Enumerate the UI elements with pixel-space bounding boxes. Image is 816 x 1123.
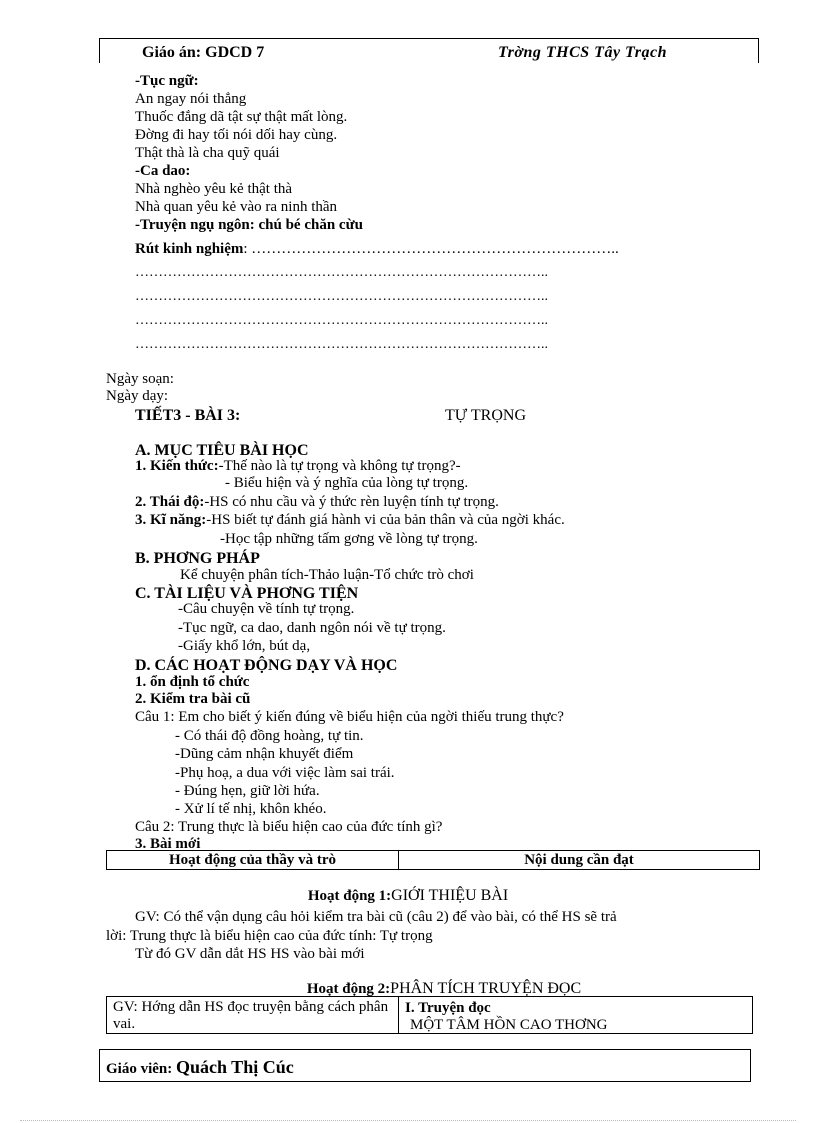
skill-row [135, 511, 565, 529]
question-1-option: - Có thái độ đồng hoàng, tự tin. [175, 728, 364, 744]
question-2: Câu 2: Trung thực là biểu hiện cao của đức tính gì? [135, 819, 443, 835]
date-prepared: Ngày soạn: [106, 371, 174, 387]
knowledge-text: -Thế nào là tự trọng và không tự trọng?- [218, 458, 461, 474]
activity-2-label: Hoạt động 2: [306, 981, 391, 997]
section-b-title: B. PHƠNG PHÁP [135, 550, 260, 567]
knowledge-row [135, 457, 461, 475]
page-bottom-divider [20, 1120, 796, 1121]
knowledge-text-2: - Biểu hiện và ý nghĩa của lòng tự trọng. [225, 475, 469, 491]
section-c-item: -Câu chuyện về tính tự trọng. [178, 601, 355, 617]
proverb-line: Thuốc đắng dã tật sự thật mất lòng. [135, 109, 348, 125]
activity-1-name: GIỚI THIỆU BÀI [391, 887, 509, 904]
folk-line: Nhà nghèo yêu kẻ thật thà [135, 181, 293, 197]
activity-1-line: Từ đó GV dẫn dắt HS HS vào bài mới [135, 946, 365, 962]
folk-title: -Ca dao: [135, 163, 191, 179]
proverb-line: Thật thà là cha quỹ quái [135, 145, 280, 161]
experience-dots: …………………………………………………………………………….. [135, 289, 548, 304]
activity-1-line: GV: Có thể vận dụng câu hỏi kiểm tra bài cũ (câu 2) để vào bài, có thể HS sẽ trả [135, 909, 617, 925]
folk-line: Nhà quan yêu kẻ vào ra ninh thần [135, 199, 338, 215]
step-3: 3. Bài mới [135, 836, 201, 852]
section-a-title: A. MỤC TIÊU BÀI HỌC [135, 442, 309, 459]
table-col-teacher: Hoạt động của thầy và trò [168, 852, 337, 868]
section-c-item: -Giấy khổ lớn, bút dạ, [178, 638, 311, 654]
date-taught: Ngày dạy: [106, 388, 169, 404]
step-1: 1. ổn định tổ chức [135, 674, 250, 690]
activity-2-left-text: GV: Hớng dẫn HS đọc truyện bằng cách phân vai. [113, 999, 389, 1032]
skill-label: 3. Kĩ năng: [135, 512, 207, 528]
lesson-code: TIẾT3 - BÀI 3: [135, 407, 241, 424]
proverb-line: An ngay nói thẳng [135, 91, 247, 107]
activity-2-right-sub: MỘT TÂM HỒN CAO THƠNG [410, 1017, 608, 1033]
step-2: 2. Kiểm tra bài cũ [135, 691, 251, 707]
experience-dots: …………………………………………………………………………….. [135, 337, 548, 352]
question-1-option: - Đúng hẹn, giữ lời hứa. [175, 783, 320, 799]
lesson-title: TỰ TRỌNG [445, 407, 527, 424]
activity-1-label: Hoạt động 1: [307, 888, 392, 904]
question-1: Câu 1: Em cho biết ý kiến đúng về biểu hiện của ngời thiếu trung thực? [135, 709, 564, 725]
table-divider [398, 997, 399, 1033]
activity-2-name: PHÂN TÍCH TRUYỆN ĐỌC [390, 980, 582, 997]
proverbs-title: -Tục ngữ: [135, 73, 199, 89]
proverb-line: Đờng đi hay tối nói dối hay cùng. [135, 127, 338, 143]
activity-2-right-title: I. Truyện đọc [405, 1000, 491, 1016]
question-1-option: -Phụ hoạ, a dua với việc làm sai trái. [175, 765, 395, 781]
knowledge-label: 1. Kiến thức: [135, 458, 219, 474]
header-school: Trờng THCS Tây Trạch [498, 44, 667, 61]
section-b-text: Kể chuyện phân tích-Thảo luận-Tổ chức trò chơi [180, 567, 474, 583]
experience-label: Rút kinh nghiệm [135, 241, 244, 257]
section-c-title: C. TÀI LIỆU VÀ PHƠNG TIỆN [135, 585, 359, 602]
table-header [106, 850, 760, 870]
experience-dots: …………………………………………………………………………….. [135, 265, 548, 280]
question-1-option: - Xử lí tế nhị, khôn khéo. [175, 801, 327, 817]
section-c-item: -Tục ngữ, ca dao, danh ngôn nói về tự trọng. [178, 620, 446, 636]
footer-teacher [106, 1058, 294, 1078]
attitude-label: 2. Thái độ: [135, 494, 205, 510]
experience-dots: …………………………………………………………………………….. [135, 313, 548, 328]
section-d-title: D. CÁC HOẠT ĐỘNG DẠY VÀ HỌC [135, 657, 398, 674]
attitude-row [135, 493, 499, 511]
footer-name: Quách Thị Cúc [176, 1057, 294, 1077]
skill-text-2: -Học tập những tấm gơng về lòng tự trọng. [220, 531, 478, 547]
question-1-option: -Dũng cảm nhận khuyết điểm [175, 746, 354, 762]
activity-1-heading [0, 887, 816, 905]
activity-2-table [106, 996, 753, 1034]
fable-line: -Truyện ngụ ngôn: chú bé chăn cừu [135, 217, 363, 233]
table-col-content: Nội dung cần đạt [524, 852, 634, 868]
attitude-text: -HS có nhu cầu và ý thức rèn luyện tính tự trọng. [204, 494, 499, 510]
experience-first-dots: : ……………………………………………………………….. [243, 241, 619, 257]
experience-row [135, 240, 619, 258]
skill-text: -HS biết tự đánh giá hành vi của bản thân và của ngời khác. [206, 512, 565, 528]
footer-label: Giáo viên: [106, 1061, 173, 1077]
activity-1-line: lời: Trung thực là biểu hiện cao của đức tính: Tự trọng [106, 928, 433, 944]
header-subject: Giáo án: GDCD 7 [142, 44, 265, 61]
